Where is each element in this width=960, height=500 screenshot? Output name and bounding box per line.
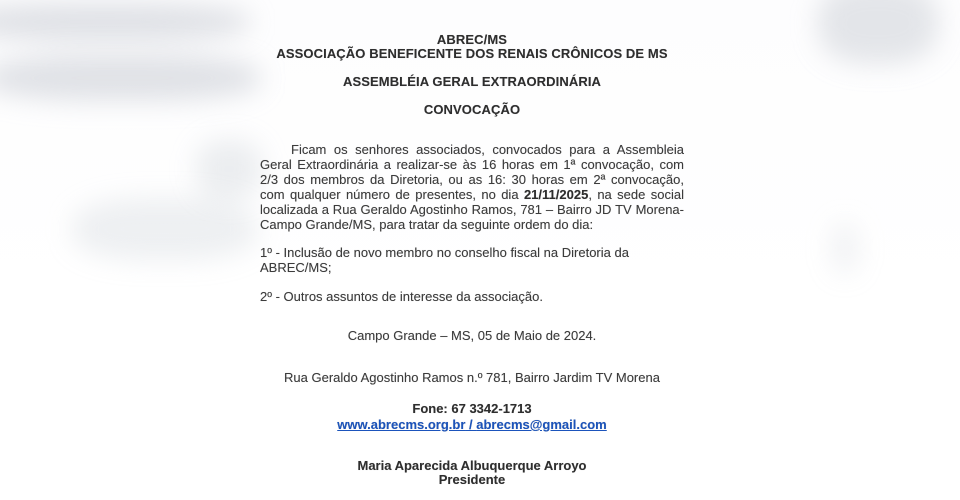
blur-artifact-right-mid — [832, 222, 858, 274]
address-line: Rua Geraldo Agostinho Ramos n.º 781, Bairro Jardim TV Morena — [284, 370, 660, 385]
org-name: ASSOCIAÇÃO BENEFICENTE DOS RENAIS CRÔNICOS DE MS — [276, 46, 668, 61]
link-separator: / — [465, 417, 477, 432]
convocation-paragraph — [260, 142, 684, 232]
place-date-line: Campo Grande – MS, 05 de Maio de 2024. — [347, 328, 597, 343]
signature-role: Presidente — [438, 472, 506, 487]
blur-artifact-left-mid — [196, 140, 262, 198]
meeting-date: 21/11/2025 — [523, 187, 589, 202]
signature-name: Maria Aparecida Albuquerque Arroyo — [357, 458, 587, 473]
document-title: CONVOCAÇÃO — [423, 102, 521, 117]
paragraph-text-after-date: , na sede social localizada a Rua Geraldo Agostinho Ramos, 781 – Bairro JD TV Morena- Campo Grande/MS, para tratar da seguinte ordem do dia: — [260, 187, 684, 232]
website-link[interactable]: www.abrecms.org.br — [337, 417, 466, 432]
agenda-item-2: 2º - Outros assuntos de interesse da associação. — [260, 289, 543, 304]
email-link[interactable]: abrecms@gmail.com — [476, 417, 607, 432]
blur-artifact-left-upper — [0, 55, 260, 101]
phone-line: Fone: 67 3342-1713 — [412, 401, 532, 416]
agenda-item-1: 1º - Inclusão de novo membro no conselho fiscal na Diretoria da ABREC/MS; — [260, 245, 629, 275]
assembly-title: ASSEMBLÉIA GERAL EXTRAORDINÁRIA — [342, 74, 602, 89]
org-abbrev: ABREC/MS — [436, 32, 508, 47]
blur-artifact-top-right — [818, 0, 938, 64]
convocation-document — [260, 33, 684, 487]
blur-artifact-top-left — [0, 4, 250, 40]
blur-artifact-left-lower — [72, 198, 257, 260]
contact-links — [260, 417, 684, 432]
paragraph-text-before-date: Ficam os senhores associados, convocados para a Assembleia Geral Extraordinária a realizar-se às 16 horas em 1ª convocação, com 2/3 dos membros da Diretoria, ou as 16: 30 horas em 2ª convocação, com qualquer número de presentes, no dia — [260, 142, 684, 202]
